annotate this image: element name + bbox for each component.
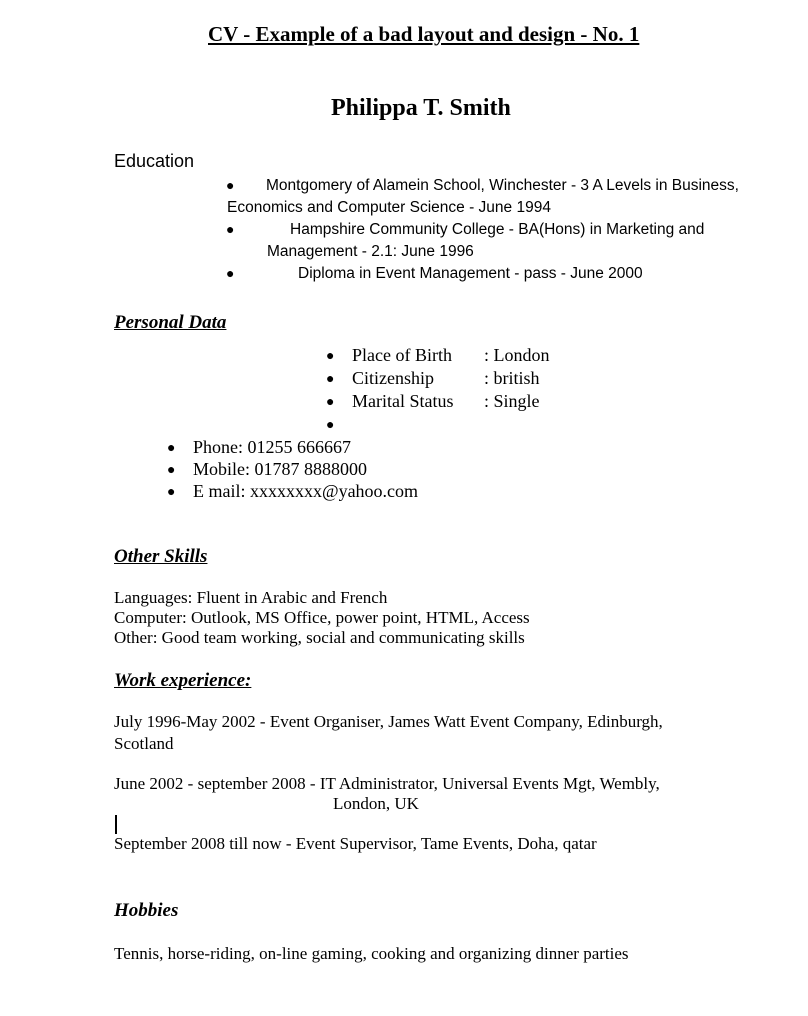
education-item-3: Diploma in Event Management - pass - June 2000 (298, 265, 643, 282)
bullet-icon: ● (167, 485, 176, 500)
field-label-marital-status: Marital Status (352, 391, 454, 411)
skills-languages: Languages: Fluent in Arabic and French (114, 588, 388, 607)
field-value-marital-status: : Single (484, 391, 540, 411)
text-cursor (115, 815, 117, 834)
field-label-citizenship: Citizenship (352, 368, 434, 388)
candidate-name: Philippa T. Smith (331, 95, 511, 121)
field-value-citizenship: : british (484, 368, 540, 388)
bullet-icon: ● (167, 441, 176, 456)
hobbies-text: Tennis, horse-riding, on-line gaming, cooking and organizing dinner parties (114, 944, 629, 963)
education-item-1-line2: Economics and Computer Science - June 1994 (227, 199, 551, 216)
field-value-place-of-birth: : London (484, 345, 550, 365)
personal-data-heading: Personal Data (114, 312, 227, 333)
bullet-icon: ● (226, 179, 235, 194)
job-2-line1: June 2002 - september 2008 - IT Administrator, Universal Events Mgt, Wembly, (114, 774, 660, 793)
bullet-icon: ● (326, 395, 335, 410)
education-item-2-line1: Hampshire Community College - BA(Hons) in Marketing and (290, 221, 705, 238)
education-item-2-line2: Management - 2.1: June 1996 (267, 243, 474, 260)
job-1-line2: Scotland (114, 734, 174, 753)
job-1-line1: July 1996-May 2002 - Event Organiser, James Watt Event Company, Edinburgh, (114, 712, 663, 731)
bullet-icon: ● (326, 349, 335, 364)
skills-computer: Computer: Outlook, MS Office, power point, HTML, Access (114, 608, 530, 627)
bullet-icon: ● (167, 463, 176, 478)
contact-phone: Phone: 01255 666667 (193, 437, 352, 457)
job-2-line2: London, UK (333, 794, 419, 813)
field-label-place-of-birth: Place of Birth (352, 345, 452, 365)
hobbies-heading: Hobbies (114, 900, 179, 921)
contact-email: E mail: xxxxxxxx@yahoo.com (193, 481, 419, 501)
other-skills-heading: Other Skills (114, 546, 208, 567)
education-item-1-line1: Montgomery of Alamein School, Winchester - 3 A Levels in Business, (266, 177, 739, 194)
work-experience-heading: Work experience: (114, 670, 252, 691)
job-3: September 2008 till now - Event Supervisor, Tame Events, Doha, qatar (114, 834, 597, 853)
document-title: CV - Example of a bad layout and design - No. 1 (208, 22, 640, 46)
bullet-icon: ● (326, 372, 335, 387)
bullet-icon: ● (226, 267, 235, 282)
bullet-icon: ● (226, 223, 235, 238)
contact-mobile: Mobile: 01787 8888000 (193, 459, 367, 479)
education-heading: Education (114, 151, 195, 171)
skills-other: Other: Good team working, social and communicating skills (114, 628, 525, 647)
bullet-icon: ● (326, 418, 335, 433)
